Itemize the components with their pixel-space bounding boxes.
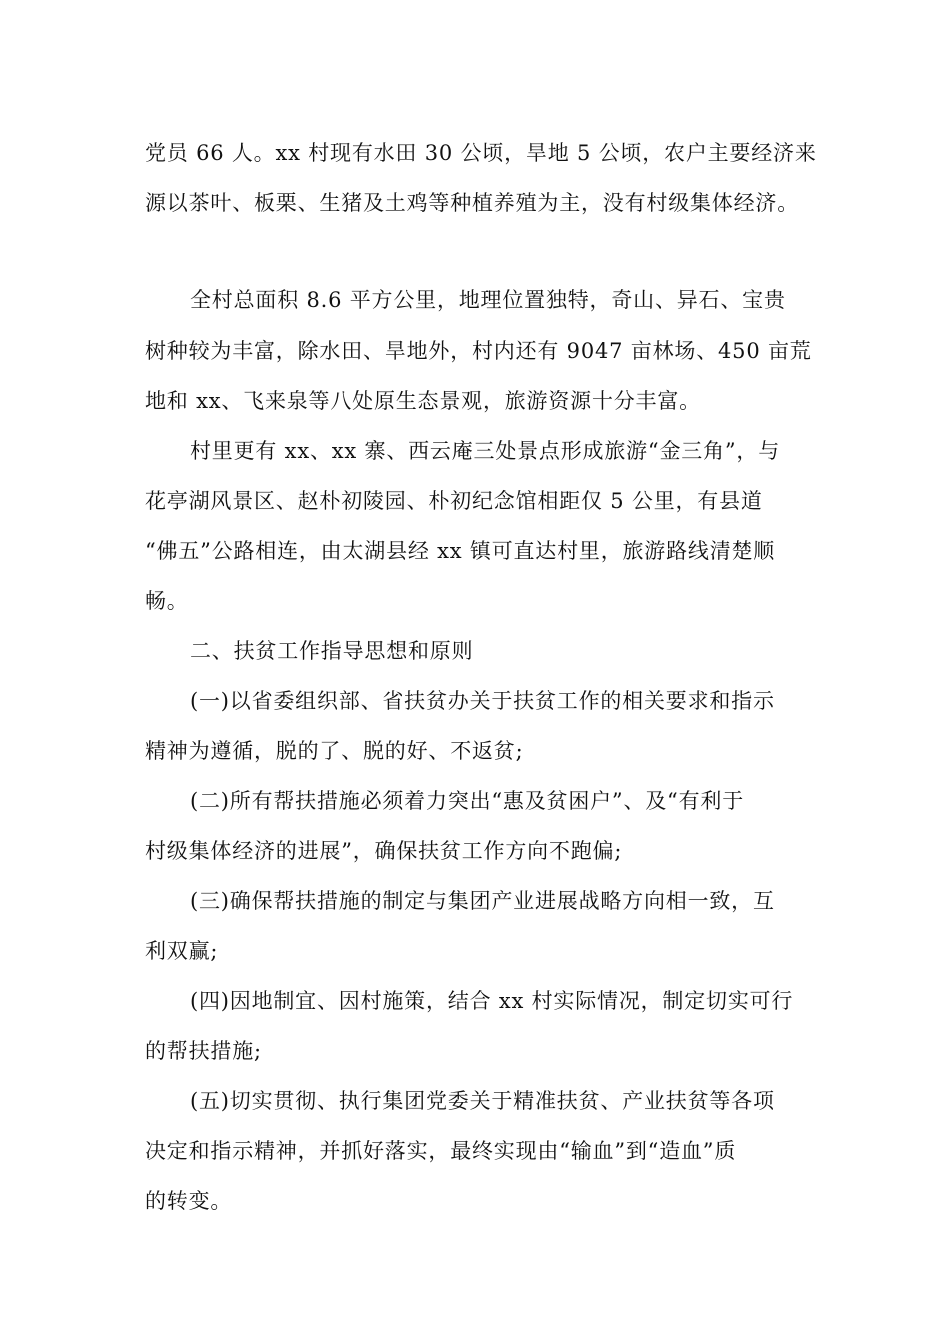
paragraph-start-line: 村里更有 xx、xx 寨、西云庵三处景点形成旅游“金三角”，与	[190, 439, 780, 463]
text-line: 村级集体经济的进展”，确保扶贫工作方向不跑偏;	[145, 839, 623, 863]
text-line: 决定和指示精神，并抓好落实，最终实现由“输血”到“造血”质	[145, 1139, 737, 1163]
paragraph-start-line: (一)以省委组织部、省扶贫办关于扶贫工作的相关要求和指示	[190, 689, 775, 713]
paragraph-start-line: (四)因地制宜、因村施策，结合 xx 村实际情况，制定切实可行	[190, 989, 794, 1013]
text-line: 精神为遵循，脱的了、脱的好、不返贫;	[145, 739, 524, 763]
paragraph-start-line: (二)所有帮扶措施必须着力突出“惠及贫困户”、及“有利于	[190, 789, 744, 813]
paragraph-start-line: 全村总面积 8.6 平方公里，地理位置独特，奇山、异石、宝贵	[190, 288, 786, 312]
paragraph-start-line: (三)确保帮扶措施的制定与集团产业进展战略方向相一致，互	[190, 889, 775, 913]
text-line: 的帮扶措施;	[145, 1039, 262, 1063]
paragraph-start-line: (五)切实贯彻、执行集团党委关于精准扶贫、产业扶贫等各项	[190, 1089, 775, 1113]
text-line: 的转变。	[145, 1189, 233, 1213]
text-line: 利双赢;	[145, 939, 219, 963]
text-line: “佛五”公路相连，由太湖县经 xx 镇可直达村里，旅游路线清楚顺	[145, 539, 776, 563]
text-line: 畅。	[145, 589, 189, 613]
text-line: 地和 xx、飞来泉等八处原生态景观，旅游资源十分丰富。	[145, 389, 701, 413]
section-heading: 二、扶贫工作指导思想和原则	[190, 639, 474, 663]
text-line: 花亭湖风景区、赵朴初陵园、朴初纪念馆相距仅 5 公里，有县道	[145, 489, 763, 513]
text-line: 树种较为丰富，除水田、旱地外，村内还有 9047 亩林场、450 亩荒	[145, 339, 812, 363]
text-line: 源以茶叶、板栗、生猪及土鸡等种植养殖为主，没有村级集体经济。	[145, 191, 799, 215]
text-line: 党员 66 人。xx 村现有水田 30 公顷，旱地 5 公顷，农户主要经济来	[145, 141, 817, 165]
